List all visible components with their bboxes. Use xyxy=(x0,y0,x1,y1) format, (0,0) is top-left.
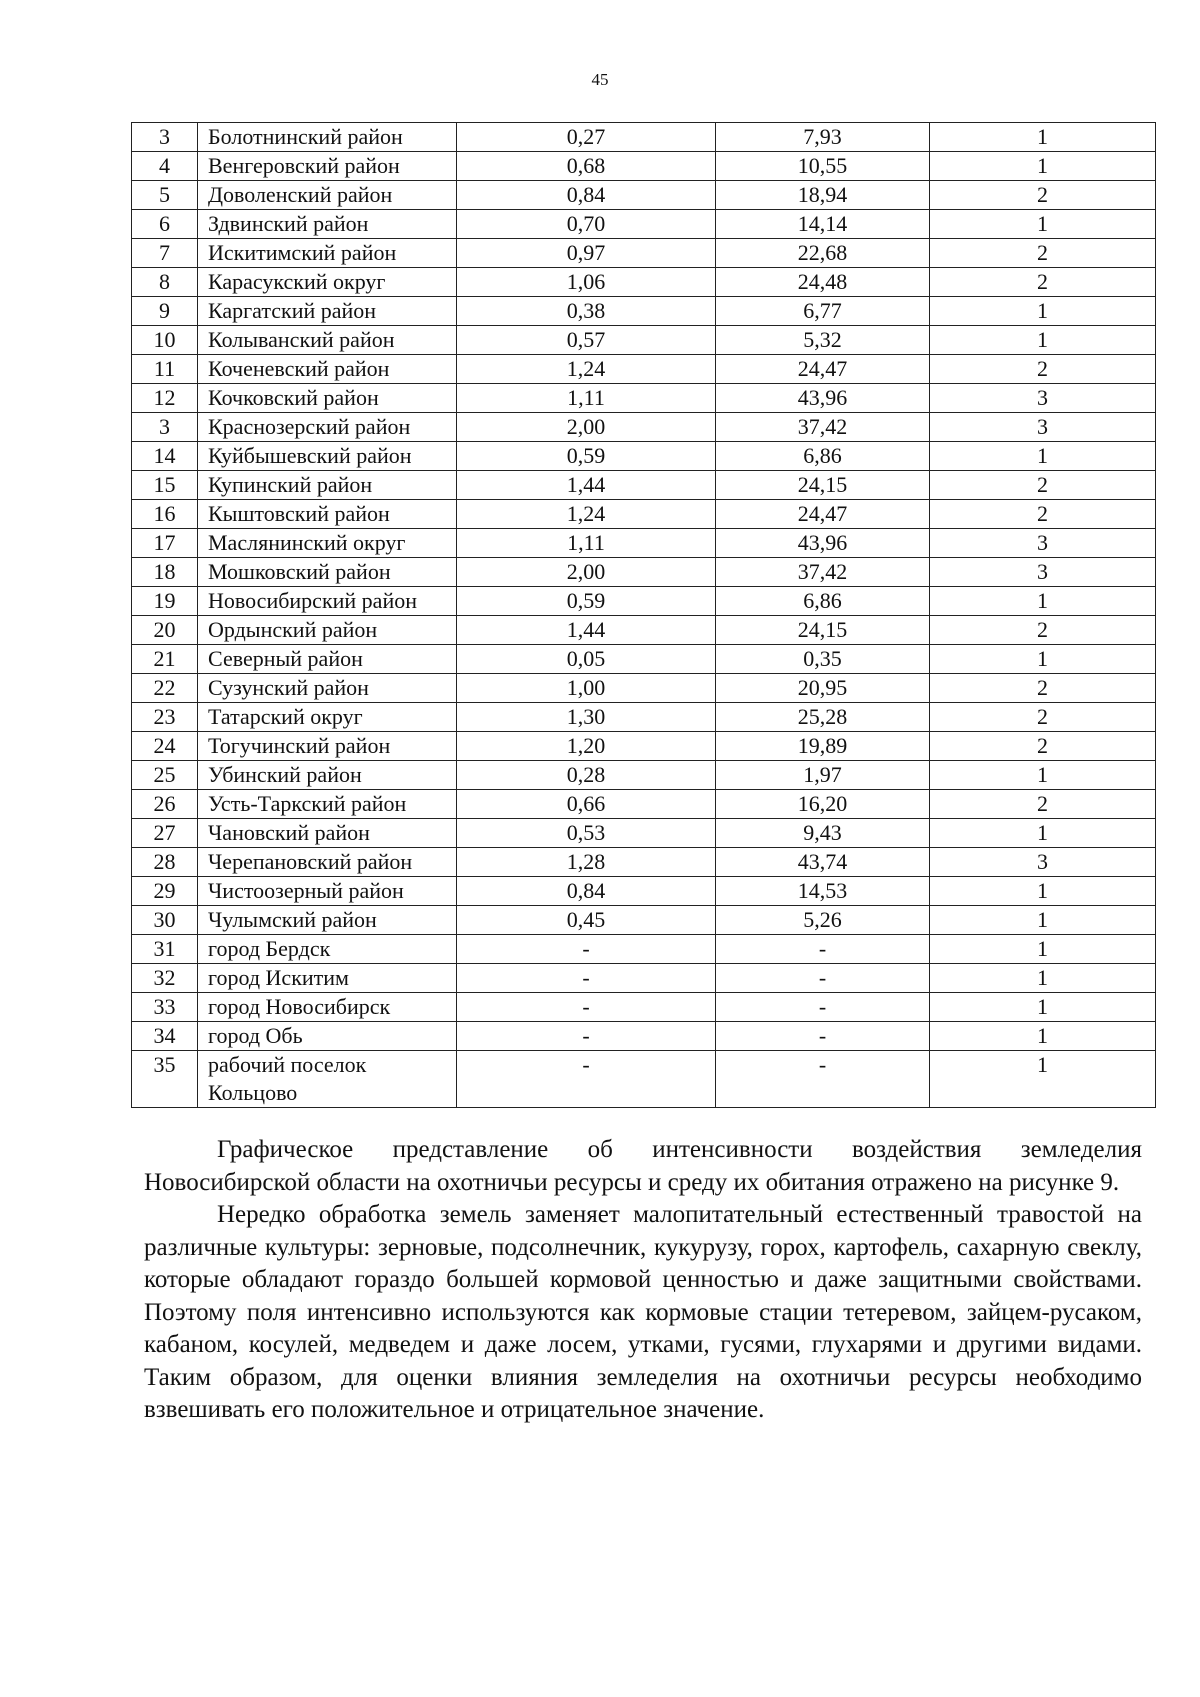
intensity-rank: 1 xyxy=(930,210,1156,239)
value-2: 14,14 xyxy=(716,210,930,239)
row-number: 25 xyxy=(132,761,198,790)
intensity-rank: 2 xyxy=(930,732,1156,761)
row-number: 17 xyxy=(132,529,198,558)
value-2: 25,28 xyxy=(716,703,930,732)
row-number: 26 xyxy=(132,790,198,819)
table-row xyxy=(132,616,1156,645)
value-2: 5,26 xyxy=(716,906,930,935)
row-number: 3 xyxy=(132,123,198,152)
value-2: 20,95 xyxy=(716,674,930,703)
intensity-rank: 1 xyxy=(930,1051,1156,1108)
district-name: Усть-Таркский район xyxy=(198,790,457,819)
table-row xyxy=(132,123,1156,152)
table-row xyxy=(132,906,1156,935)
intensity-rank: 1 xyxy=(930,993,1156,1022)
intensity-rank: 1 xyxy=(930,587,1156,616)
value-1: 1,11 xyxy=(457,384,716,413)
value-2: 24,48 xyxy=(716,268,930,297)
value-2: 24,15 xyxy=(716,471,930,500)
district-name: Черепановский район xyxy=(198,848,457,877)
value-1: - xyxy=(457,1022,716,1051)
value-2: 14,53 xyxy=(716,877,930,906)
district-name: Искитимский район xyxy=(198,239,457,268)
row-number: 11 xyxy=(132,355,198,384)
table-row xyxy=(132,645,1156,674)
value-1: 1,28 xyxy=(457,848,716,877)
row-number: 27 xyxy=(132,819,198,848)
intensity-rank: 1 xyxy=(930,935,1156,964)
value-1: 0,59 xyxy=(457,442,716,471)
intensity-rank: 2 xyxy=(930,239,1156,268)
row-number: 19 xyxy=(132,587,198,616)
intensity-rank: 1 xyxy=(930,645,1156,674)
district-name: Болотнинский район xyxy=(198,123,457,152)
district-name: Кыштовский район xyxy=(198,500,457,529)
row-number: 34 xyxy=(132,1022,198,1051)
table-row xyxy=(132,877,1156,906)
value-1: - xyxy=(457,935,716,964)
district-name: Венгеровский район xyxy=(198,152,457,181)
row-number: 35 xyxy=(132,1051,198,1108)
intensity-rank: 1 xyxy=(930,819,1156,848)
district-name: город Бердск xyxy=(198,935,457,964)
table-row xyxy=(132,819,1156,848)
value-2: - xyxy=(716,993,930,1022)
value-2: 43,74 xyxy=(716,848,930,877)
value-1: 1,24 xyxy=(457,355,716,384)
value-2: 10,55 xyxy=(716,152,930,181)
value-2: 0,35 xyxy=(716,645,930,674)
table-row xyxy=(132,413,1156,442)
value-2: 37,42 xyxy=(716,558,930,587)
table-row xyxy=(132,732,1156,761)
table-row xyxy=(132,703,1156,732)
table-row xyxy=(132,471,1156,500)
value-1: 0,05 xyxy=(457,645,716,674)
value-2: 1,97 xyxy=(716,761,930,790)
value-1: 0,84 xyxy=(457,877,716,906)
intensity-rank: 3 xyxy=(930,529,1156,558)
value-2: 5,32 xyxy=(716,326,930,355)
district-name: Здвинский район xyxy=(198,210,457,239)
value-2: - xyxy=(716,935,930,964)
table-row xyxy=(132,239,1156,268)
row-number: 10 xyxy=(132,326,198,355)
intensity-rank: 2 xyxy=(930,500,1156,529)
table-row xyxy=(132,210,1156,239)
intensity-rank: 1 xyxy=(930,123,1156,152)
value-1: 0,38 xyxy=(457,297,716,326)
intensity-rank: 2 xyxy=(930,790,1156,819)
row-number: 32 xyxy=(132,964,198,993)
row-number: 3 xyxy=(132,413,198,442)
district-name: Доволенский район xyxy=(198,181,457,210)
row-number: 8 xyxy=(132,268,198,297)
table-row xyxy=(132,1022,1156,1051)
intensity-rank: 2 xyxy=(930,703,1156,732)
value-1: 1,20 xyxy=(457,732,716,761)
district-name: Каргатский район xyxy=(198,297,457,326)
value-2: 9,43 xyxy=(716,819,930,848)
district-name: Татарский округ xyxy=(198,703,457,732)
value-2: 6,86 xyxy=(716,587,930,616)
table-row xyxy=(132,993,1156,1022)
intensity-rank: 1 xyxy=(930,152,1156,181)
district-name: Сузунский район xyxy=(198,674,457,703)
value-1: 1,44 xyxy=(457,616,716,645)
row-number: 21 xyxy=(132,645,198,674)
table-row xyxy=(132,935,1156,964)
table-body xyxy=(132,123,1156,1108)
table-row xyxy=(132,355,1156,384)
row-number: 5 xyxy=(132,181,198,210)
value-2: 6,77 xyxy=(716,297,930,326)
row-number: 15 xyxy=(132,471,198,500)
value-2: - xyxy=(716,1051,930,1108)
value-1: 0,66 xyxy=(457,790,716,819)
row-number: 16 xyxy=(132,500,198,529)
value-1: 2,00 xyxy=(457,413,716,442)
row-number: 20 xyxy=(132,616,198,645)
district-name: Маслянинский округ xyxy=(198,529,457,558)
row-number: 12 xyxy=(132,384,198,413)
district-name: Колыванский район xyxy=(198,326,457,355)
value-1: 0,59 xyxy=(457,587,716,616)
value-2: 37,42 xyxy=(716,413,930,442)
district-name: Мошковский район xyxy=(198,558,457,587)
row-number: 23 xyxy=(132,703,198,732)
row-number: 28 xyxy=(132,848,198,877)
table-row xyxy=(132,384,1156,413)
district-name: город Новосибирск xyxy=(198,993,457,1022)
value-1: 0,53 xyxy=(457,819,716,848)
district-name: Ордынский район xyxy=(198,616,457,645)
value-2: 6,86 xyxy=(716,442,930,471)
table-row xyxy=(132,558,1156,587)
value-1: 0,97 xyxy=(457,239,716,268)
value-2: 24,47 xyxy=(716,500,930,529)
table-row xyxy=(132,442,1156,471)
value-1: 0,70 xyxy=(457,210,716,239)
row-number: 6 xyxy=(132,210,198,239)
row-number: 22 xyxy=(132,674,198,703)
row-number: 4 xyxy=(132,152,198,181)
table-row xyxy=(132,500,1156,529)
row-number: 31 xyxy=(132,935,198,964)
intensity-rank: 2 xyxy=(930,616,1156,645)
value-1: 0,27 xyxy=(457,123,716,152)
row-number: 9 xyxy=(132,297,198,326)
value-2: 43,96 xyxy=(716,384,930,413)
intensity-rank: 1 xyxy=(930,1022,1156,1051)
value-1: - xyxy=(457,993,716,1022)
row-number: 7 xyxy=(132,239,198,268)
table-row xyxy=(132,848,1156,877)
table-row xyxy=(132,790,1156,819)
district-name: Тогучинский район xyxy=(198,732,457,761)
district-name: Убинский район xyxy=(198,761,457,790)
table-row xyxy=(132,587,1156,616)
intensity-rank: 1 xyxy=(930,442,1156,471)
district-name: город Обь xyxy=(198,1022,457,1051)
table-row xyxy=(132,326,1156,355)
district-name: Чулымский район xyxy=(198,906,457,935)
row-number: 24 xyxy=(132,732,198,761)
value-1: 0,68 xyxy=(457,152,716,181)
value-1: 0,84 xyxy=(457,181,716,210)
row-number: 18 xyxy=(132,558,198,587)
body-text xyxy=(144,1134,1142,1427)
row-number: 14 xyxy=(132,442,198,471)
value-1: 1,30 xyxy=(457,703,716,732)
intensity-rank: 2 xyxy=(930,471,1156,500)
table-row xyxy=(132,297,1156,326)
value-1: - xyxy=(457,1051,716,1108)
table-row xyxy=(132,1051,1156,1108)
intensity-rank: 3 xyxy=(930,413,1156,442)
value-2: 43,96 xyxy=(716,529,930,558)
row-number: 33 xyxy=(132,993,198,1022)
value-1: 1,11 xyxy=(457,529,716,558)
table-row xyxy=(132,529,1156,558)
value-1: 1,24 xyxy=(457,500,716,529)
value-2: 24,47 xyxy=(716,355,930,384)
value-1: 0,45 xyxy=(457,906,716,935)
district-name: рабочий поселок Кольцово xyxy=(198,1051,457,1108)
intensity-rank: 2 xyxy=(930,181,1156,210)
district-name: город Искитим xyxy=(198,964,457,993)
district-name: Куйбышевский район xyxy=(198,442,457,471)
intensity-rank: 3 xyxy=(930,558,1156,587)
intensity-rank: 2 xyxy=(930,355,1156,384)
district-name: Коченевский район xyxy=(198,355,457,384)
paragraph-figure-reference: Графическое представление об интенсивности воздействия земледелия Новосибирской области на охотничьи ресурсы и среду их обитания отражено на рисунке 9. xyxy=(144,1136,1142,1196)
value-1: - xyxy=(457,964,716,993)
districts-table xyxy=(131,122,1156,1108)
intensity-rank: 1 xyxy=(930,326,1156,355)
value-1: 0,28 xyxy=(457,761,716,790)
district-name: Карасукский округ xyxy=(198,268,457,297)
value-2: 18,94 xyxy=(716,181,930,210)
intensity-rank: 3 xyxy=(930,384,1156,413)
district-name: Чановский район xyxy=(198,819,457,848)
intensity-rank: 1 xyxy=(930,877,1156,906)
paragraph-crops-influence: Нередко обработка земель заменяет малопитательный естественный травостой на различные культуры: зерновые, подсолнечник, кукурузу, горох, картофель, сахарную свеклу, которые обладают гораздо большей кормовой ценностью и даже защитными свойствами. Поэтому поля интенсивно используются как кормовые стации тетеревом, зайцем-русаком, кабаном, косулей, медведем и даже лосем, утками, гусями, глухарями и другими видами. Таким образом, для оценки влияния земледелия на охотничьи ресурсы необходимо взвешивать его положительное и отрицательное значение. xyxy=(144,1201,1142,1423)
table-row xyxy=(132,268,1156,297)
value-2: 7,93 xyxy=(716,123,930,152)
value-1: 1,06 xyxy=(457,268,716,297)
value-1: 2,00 xyxy=(457,558,716,587)
value-2: 24,15 xyxy=(716,616,930,645)
value-2: - xyxy=(716,1022,930,1051)
page-number: 45 xyxy=(591,70,609,89)
district-name: Купинский район xyxy=(198,471,457,500)
table-row xyxy=(132,674,1156,703)
district-name: Северный район xyxy=(198,645,457,674)
row-number: 30 xyxy=(132,906,198,935)
table-row xyxy=(132,964,1156,993)
value-2: 22,68 xyxy=(716,239,930,268)
value-2: - xyxy=(716,964,930,993)
value-2: 16,20 xyxy=(716,790,930,819)
district-name: Новосибирский район xyxy=(198,587,457,616)
intensity-rank: 2 xyxy=(930,674,1156,703)
district-name: Краснозерский район xyxy=(198,413,457,442)
table-row xyxy=(132,761,1156,790)
district-name: Чистоозерный район xyxy=(198,877,457,906)
value-2: 19,89 xyxy=(716,732,930,761)
value-1: 0,57 xyxy=(457,326,716,355)
intensity-rank: 1 xyxy=(930,297,1156,326)
district-name: Кочковский район xyxy=(198,384,457,413)
intensity-rank: 1 xyxy=(930,906,1156,935)
intensity-rank: 1 xyxy=(930,964,1156,993)
intensity-rank: 1 xyxy=(930,761,1156,790)
row-number: 29 xyxy=(132,877,198,906)
intensity-rank: 2 xyxy=(930,268,1156,297)
value-1: 1,44 xyxy=(457,471,716,500)
table-row xyxy=(132,181,1156,210)
intensity-rank: 3 xyxy=(930,848,1156,877)
table-row xyxy=(132,152,1156,181)
value-1: 1,00 xyxy=(457,674,716,703)
